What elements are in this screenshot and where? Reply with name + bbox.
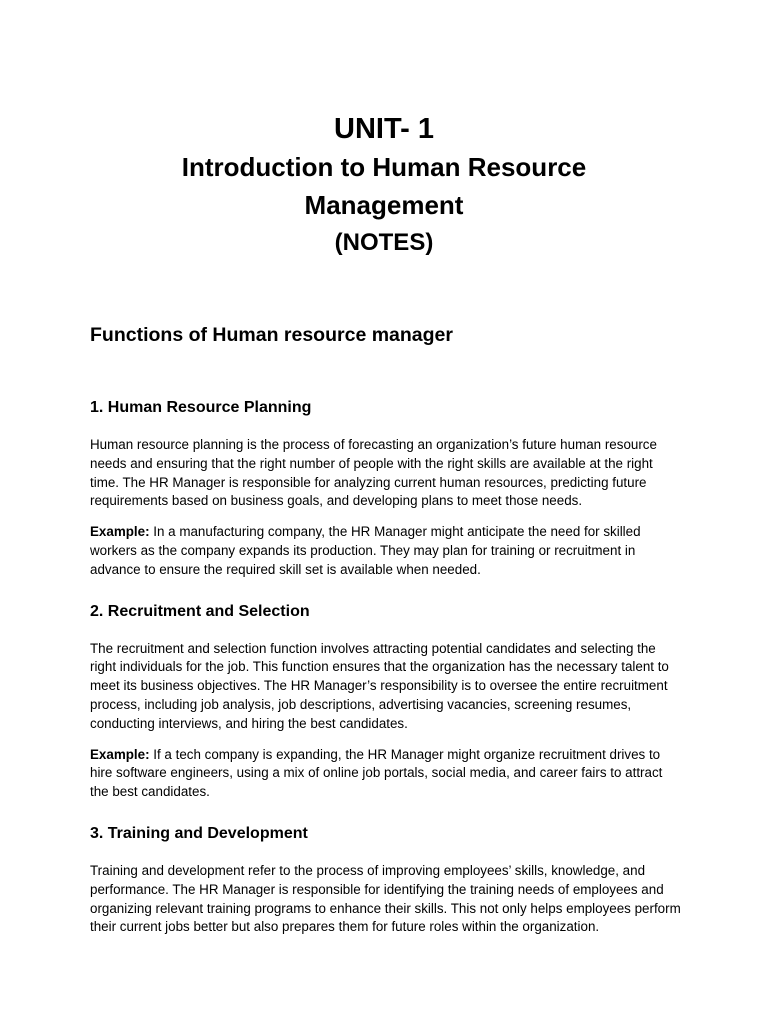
example-paragraph [90, 746, 682, 802]
document-title: Introduction to Human Resource Management [181, 152, 587, 220]
section-paragraph: Training and development refer to the process of improving employees’ skills, knowledge, and performance. The HR Manager is responsible for identifying the training needs of employees and organizing relevant training programs to enhance their skills. This not only helps employees perform their current jobs better but also prepares them for future roles within the organization. [90, 862, 681, 935]
example-text: In a manufacturing company, the HR Manager might anticipate the need for skilled workers as the company expands its production. They may plan for training or recruitment in advance to ensure the required skill set is available when needed. [90, 524, 641, 577]
example-paragraph [90, 523, 682, 579]
example-text: If a tech company is expanding, the HR Manager might organize recruitment drives to hire software engineers, using a mix of online job portals, social media, and career fairs to attract the best candidates. [90, 746, 663, 800]
section-heading: 3. Training and Development [90, 824, 308, 842]
document-body [90, 320, 682, 949]
section-recruitment-selection [90, 601, 682, 802]
section-heading: 2. Recruitment and Selection [90, 602, 310, 620]
notes-label: (NOTES) [334, 229, 434, 256]
section-paragraph: Human resource planning is the process of forecasting an organization’s future human resource needs and ensuring that the right number of people with the right skills are available at the right time. The HR Manager is responsible for analyzing current human resources, predicting future requirements based on business goals, and developing plans to meet those needs. [90, 437, 657, 509]
title-block [0, 110, 768, 262]
example-label: Example: [90, 524, 150, 540]
section-heading: 1. Human Resource Planning [90, 399, 312, 416]
functions-heading: Functions of Human resource manager [90, 324, 453, 346]
section-training-development [90, 823, 682, 937]
unit-title: UNIT- 1 [334, 113, 434, 145]
section-hr-planning [90, 397, 682, 580]
section-paragraph: The recruitment and selection function involves attracting potential candidates and selecting the right individuals for the job. This function ensures that the organization has the necessary talent to meet its business objectives. The HR Manager’s responsibility is to oversee the entire recruitment process, including job analysis, job descriptions, advertising vacancies, screening resumes, conducting interviews, and hiring the best candidates. [90, 640, 669, 731]
example-label: Example: [90, 746, 150, 762]
